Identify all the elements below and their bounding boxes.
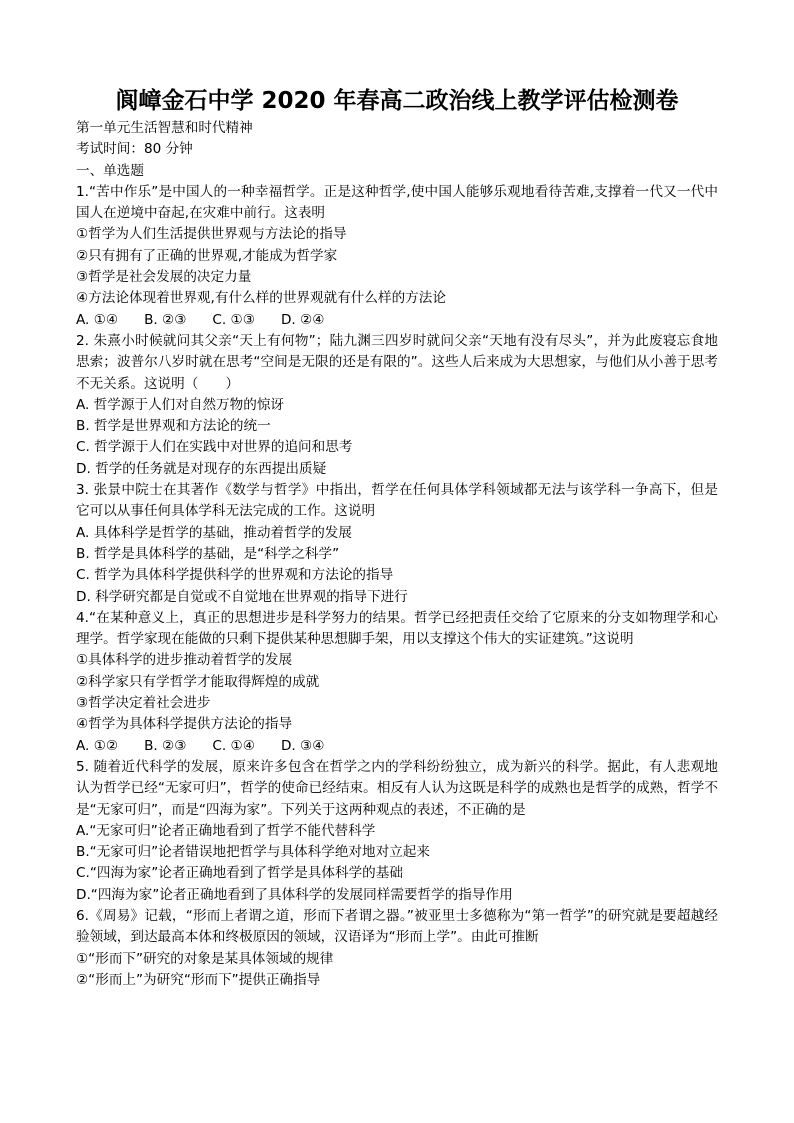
question-6-item: ①“形而下”研究的对象是某具体领域的规律 <box>76 950 334 967</box>
question-5-stem: 5. 随着近代科学的发展，原来许多包含在哲学之内的学科纷纷独立，成为新兴的科学。据此，有人悲观地认为哲学已经“无家可归”，哲学的使命已经结束。相反有人认为这既是科学的成熟也是哲学的成熟，哲学不是“无家可归”，而是“四海为家”。下列关于这两种观点的表述，不正确的是 <box>76 758 718 818</box>
question-3-option-c: C. 哲学为具体科学提供科学的世界观和方法论的指导 <box>76 567 394 584</box>
question-5-option-b: B.“无家可归”论者错误地把哲学与具体科学绝对地对立起来 <box>76 844 430 861</box>
question-1-option-c: C. ①③ <box>212 311 255 328</box>
question-4-option-b: B. ②③ <box>144 737 187 754</box>
question-4-option-d: D. ③④ <box>280 737 325 754</box>
question-5-option-d: D.“四海为家”论者正确地看到了具体科学的发展同样需要哲学的指导作用 <box>76 886 513 903</box>
unit-heading: 第一单元生活智慧和时代精神 <box>76 120 253 136</box>
question-3-option-a: A. 具体科学是哲学的基础，推动着哲学的发展 <box>76 524 352 541</box>
question-1-option-d: D. ②④ <box>280 311 325 328</box>
section-heading: 一、单选题 <box>76 162 144 179</box>
question-1-options <box>76 310 718 331</box>
exam-content <box>76 118 718 991</box>
question-4-item: ①具体科学的进步推动着哲学的发展 <box>76 652 293 669</box>
question-4-item: ②科学家只有学哲学才能取得辉煌的成就 <box>76 673 320 690</box>
question-4-option-c: C. ①④ <box>212 737 255 754</box>
question-1-item: ④方法论体现着世界观,有什么样的世界观就有什么样的方法论 <box>76 290 446 307</box>
question-2-option-a: A. 哲学源于人们对自然万物的惊讶 <box>76 396 285 413</box>
question-4-item: ④哲学为具体科学提供方法论的指导 <box>76 716 293 733</box>
question-1-option-b: B. ②③ <box>144 311 187 328</box>
question-1-option-a: A. ①④ <box>76 311 119 328</box>
question-2-option-d: D. 哲学的任务就是对现存的东西提出质疑 <box>76 460 327 477</box>
question-1-item: ①哲学为人们生活提供世界观与方法论的指导 <box>76 226 347 243</box>
question-3-stem: 3. 张景中院士在其著作《数学与哲学》中指出，哲学在任何具体学科领域都无法与该学科一争高下，但是它可以从事任何具体学科无法完成的工作。这说明 <box>76 482 718 520</box>
page-title: 阆嶂金石中学 2020 年春高二政治线上教学评估检测卷 <box>115 88 679 114</box>
question-5-option-c: C.“四海为家”论者正确地看到了哲学是具体科学的基础 <box>76 865 403 882</box>
question-6-stem: 6.《周易》记载，“形而上者谓之道，形而下者谓之器。”被亚里士多德称为“第一哲学”的研究就是要超越经验领域，到达最高本体和终极原因的领域，汉语译为“形而上学”。由此可推断 <box>76 907 718 946</box>
question-4-item: ③哲学决定着社会进步 <box>76 695 211 712</box>
question-1-item: ②只有拥有了正确的世界观,才能成为哲学家 <box>76 247 338 264</box>
question-4-stem: 4.“在某种意义上，真正的思想进步是科学努力的结果。哲学已经把责任交给了它原来的分支如物理学和心理学。哲学家现在能做的只剩下提供某种思想脚手架，用以支撑这个伟大的实证建筑。”这说明 <box>76 609 718 648</box>
question-2-option-b: B. 哲学是世界观和方法论的统一 <box>76 418 271 435</box>
exam-time: 考试时间：80 分钟 <box>76 141 193 158</box>
question-3-option-d: D. 科学研究都是自觉或不自觉地在世界观的指导下进行 <box>76 588 408 605</box>
question-5-option-a: A.“无家可归”论者正确地看到了哲学不能代替科学 <box>76 822 376 839</box>
question-4-options <box>76 736 718 757</box>
question-1-stem: 1.“苦中作乐”是中国人的一种幸福哲学。正是这种哲学,使中国人能够乐观地看待苦难,支撑着一代又一代中国人在逆境中奋起,在灾难中前行。这表明 <box>76 183 718 222</box>
question-3-option-b: B. 哲学是具体科学的基础，是“科学之科学” <box>76 545 340 562</box>
question-6-item: ②“形而上”为研究“形而下”提供正确指导 <box>76 971 321 988</box>
question-1-item: ③哲学是社会发展的决定力量 <box>76 269 252 286</box>
question-2-stem: 2. 朱熹小时候就问其父亲“天上有何物”；陆九渊三四岁时就问父亲“天地有没有尽头”，并为此废寝忘食地思索；波普尔八岁时就在思考“空间是无限的还是有限的”。这些人后来成为大思想家，与他们从小善于思考不无关系。这说明（ ） <box>76 332 718 392</box>
question-2-option-c: C. 哲学源于人们在实践中对世界的追问和思考 <box>76 439 353 456</box>
question-4-option-a: A. ①② <box>76 737 119 754</box>
